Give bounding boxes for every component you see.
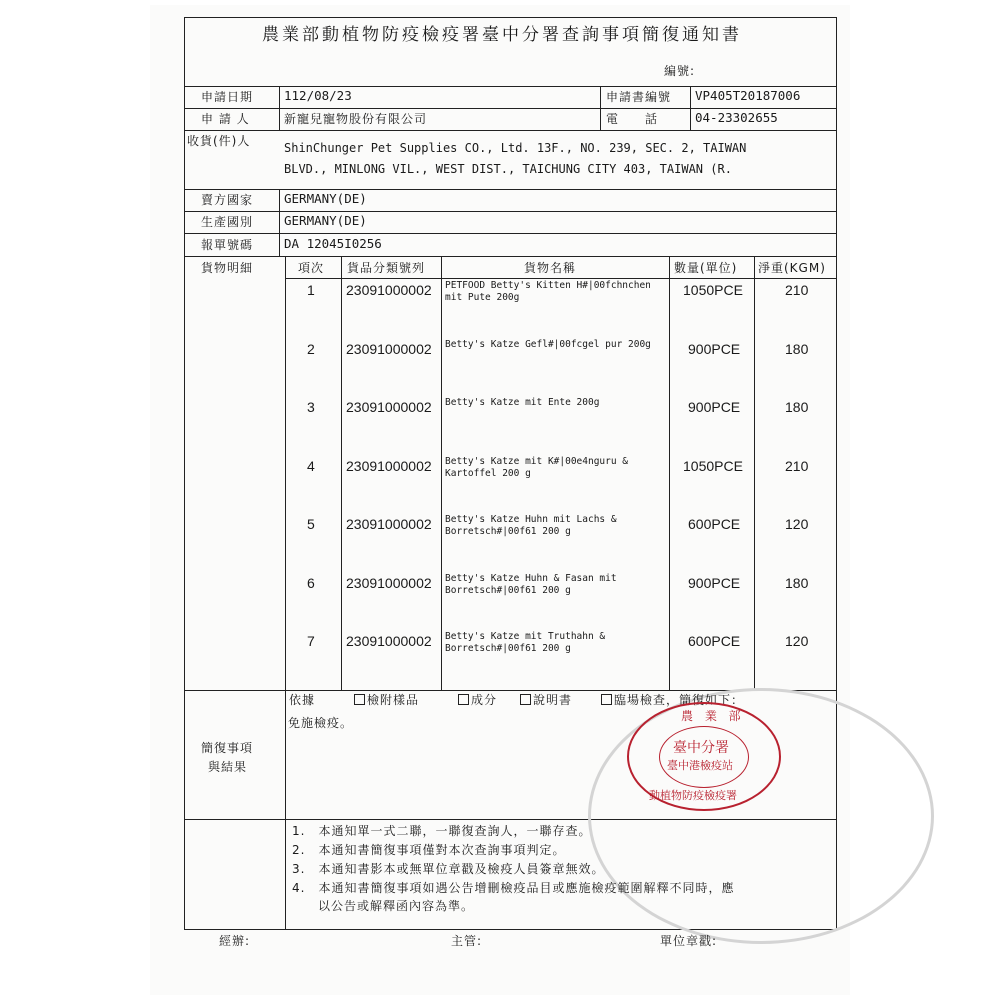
frame-top — [184, 17, 837, 18]
row-weight: 120 — [785, 516, 809, 532]
row-weight: 120 — [785, 633, 809, 649]
goods-col-2 — [341, 256, 342, 690]
consignee-label: 收貨(件)人 — [187, 134, 251, 148]
row-code: 23091000002 — [346, 399, 432, 415]
seal-inner-ring — [659, 726, 749, 788]
row-qty: 900PCE — [688, 341, 741, 357]
row-code: 23091000002 — [346, 575, 432, 591]
note-2: 2. 本通知書簡復事項僅對本次查詢事項判定。 — [292, 843, 566, 857]
row-name: Betty's Katze Huhn mit Lachs & Borretsch#|00f61 200 g — [445, 514, 617, 537]
row-qty: 900PCE — [688, 575, 741, 591]
origin-country-value: GERMANY(DE) — [284, 213, 367, 228]
row-no: 1 — [307, 282, 315, 298]
declaration-no-label: 報單號碼 — [201, 238, 254, 252]
row-qty: 600PCE — [688, 633, 741, 649]
row-no: 3 — [307, 399, 315, 415]
note-4: 4. 本通知書簡復事項如遇公告增刪檢疫品目或應施檢疫範圍解釋不同時，應 — [292, 881, 735, 895]
row-name: PETFOOD Betty's Kitten H#|00fchnchen mit Pute 200g — [445, 280, 651, 303]
footer-unit-seal: 單位章戳: — [660, 934, 718, 948]
row-code: 23091000002 — [346, 458, 432, 474]
goods-col-5 — [754, 256, 755, 690]
seller-country-label: 賣方國家 — [201, 193, 254, 207]
checkbox-icon — [458, 694, 469, 705]
rule-after-consignee — [184, 189, 837, 190]
row-code: 23091000002 — [346, 341, 432, 357]
basis-option-samples: 檢附樣品 — [354, 694, 419, 706]
basis-label: 依據 — [289, 693, 316, 707]
row-qty: 900PCE — [688, 399, 741, 415]
row-weight: 180 — [785, 341, 809, 357]
row-no: 5 — [307, 516, 315, 532]
seal-bottom-text: 動植物防疫檢疫署 — [649, 789, 737, 802]
row-name: Betty's Katze mit Truthahn & Borretsch#|00f61 200 g — [445, 631, 606, 654]
row-code: 23091000002 — [346, 633, 432, 649]
goods-header-qty: 數量(單位) — [674, 261, 738, 275]
checkbox-icon — [354, 694, 365, 705]
goods-col-3 — [441, 256, 442, 690]
row-name: Betty's Katze mit Ente 200g — [445, 397, 600, 408]
serial-label: 編號: — [664, 64, 696, 78]
label-col-divider-2 — [279, 189, 280, 256]
goods-header-code: 貨品分類號列 — [347, 261, 426, 275]
note-1: 1. 本通知單一式二聯，一聯復查詢人，一聯存查。 — [292, 824, 592, 838]
rule-after-applicant — [184, 130, 837, 131]
phone-label: 電 話 — [606, 112, 659, 126]
goods-header-weight: 淨重(KGM) — [758, 261, 826, 275]
origin-country-label: 生產國別 — [201, 215, 254, 229]
checkbox-icon — [601, 694, 612, 705]
app-no-value: VP405T20187006 — [695, 88, 801, 103]
footer-handler: 經辦: — [219, 934, 251, 948]
label-col-divider — [279, 86, 280, 131]
reply-label-1: 簡復事項 — [201, 741, 254, 755]
row-name: Betty's Katze Huhn & Fasan mit Borretsch#|00f61 200 g — [445, 573, 617, 596]
frame-left — [184, 17, 185, 929]
rule-after-origin — [184, 233, 837, 234]
phone-value: 04-23302655 — [695, 110, 778, 125]
goods-col-1 — [285, 256, 286, 690]
applicant-value: 新寵兒寵物股份有限公司 — [284, 112, 428, 126]
basis-option-inspection: 臨場檢查，簡復如下： — [601, 694, 744, 706]
goods-col-4 — [669, 256, 670, 690]
row-code: 23091000002 — [346, 516, 432, 532]
note-4-continued: 以公告或解釋函內容為準。 — [292, 899, 475, 913]
row-qty: 1050PCE — [683, 458, 743, 474]
reply-label-2: 與結果 — [208, 760, 248, 774]
seal-top-text: 農 業 部 — [681, 709, 745, 723]
row-qty: 600PCE — [688, 516, 741, 532]
row-no: 4 — [307, 458, 315, 474]
declaration-no-value: DA 12045I0256 — [284, 236, 382, 251]
row-code: 23091000002 — [346, 282, 432, 298]
applicant-label: 申 請 人 — [201, 112, 250, 126]
official-seal — [627, 702, 781, 811]
reply-result: 免施檢疫。 — [288, 716, 354, 730]
document-title: 農業部動植物防疫檢疫署臺中分署查詢事項簡復通知書 — [262, 25, 742, 45]
goods-label: 貨物明細 — [201, 261, 254, 275]
consignee-line2: BLVD., MINLONG VIL., WEST DIST., TAICHUNG CITY 403, TAIWAN (R. — [284, 162, 732, 176]
app-no-label: 申請書編號 — [606, 90, 672, 104]
footer-supervisor: 主管: — [451, 934, 483, 948]
right-label-col-right — [690, 86, 691, 131]
goods-header-name: 貨物名稱 — [524, 261, 577, 275]
row-no: 6 — [307, 575, 315, 591]
apply-date-value: 112/08/23 — [284, 88, 352, 103]
rule-after-seller — [184, 211, 837, 212]
checkbox-icon — [520, 694, 531, 705]
consignee-line1: ShinChunger Pet Supplies CO., Ltd. 13F., NO. 239, SEC. 2, TAIWAN — [284, 141, 747, 155]
row-weight: 210 — [785, 458, 809, 474]
right-label-col-left — [600, 86, 601, 131]
row-qty: 1050PCE — [683, 282, 743, 298]
seller-country-value: GERMANY(DE) — [284, 191, 367, 206]
basis-option-composition: 成分 — [458, 694, 497, 706]
row-weight: 210 — [785, 282, 809, 298]
row-weight: 180 — [785, 575, 809, 591]
note-3: 3. 本通知書影本或無單位章戳及檢疫人員簽章無效。 — [292, 862, 605, 876]
reply-col-divider — [285, 690, 286, 819]
rule-after-decl — [184, 256, 837, 257]
apply-date-label: 申請日期 — [201, 90, 254, 104]
notes-col-divider — [285, 819, 286, 929]
row-weight: 180 — [785, 399, 809, 415]
basis-option-manual: 說明書 — [520, 694, 572, 706]
goods-header-no: 項次 — [298, 261, 325, 275]
rule-after-date — [184, 108, 837, 109]
rule-after-title — [184, 86, 837, 87]
row-name: Betty's Katze mit K#|00e4nguru & Kartoffel 200 g — [445, 456, 629, 479]
row-no: 2 — [307, 341, 315, 357]
seal-line2: 臺中港檢疫站 — [667, 759, 733, 772]
seal-line1: 臺中分署 — [673, 740, 729, 756]
row-no: 7 — [307, 633, 315, 649]
row-name: Betty's Katze Gefl#|00fcgel pur 200g — [445, 339, 651, 350]
